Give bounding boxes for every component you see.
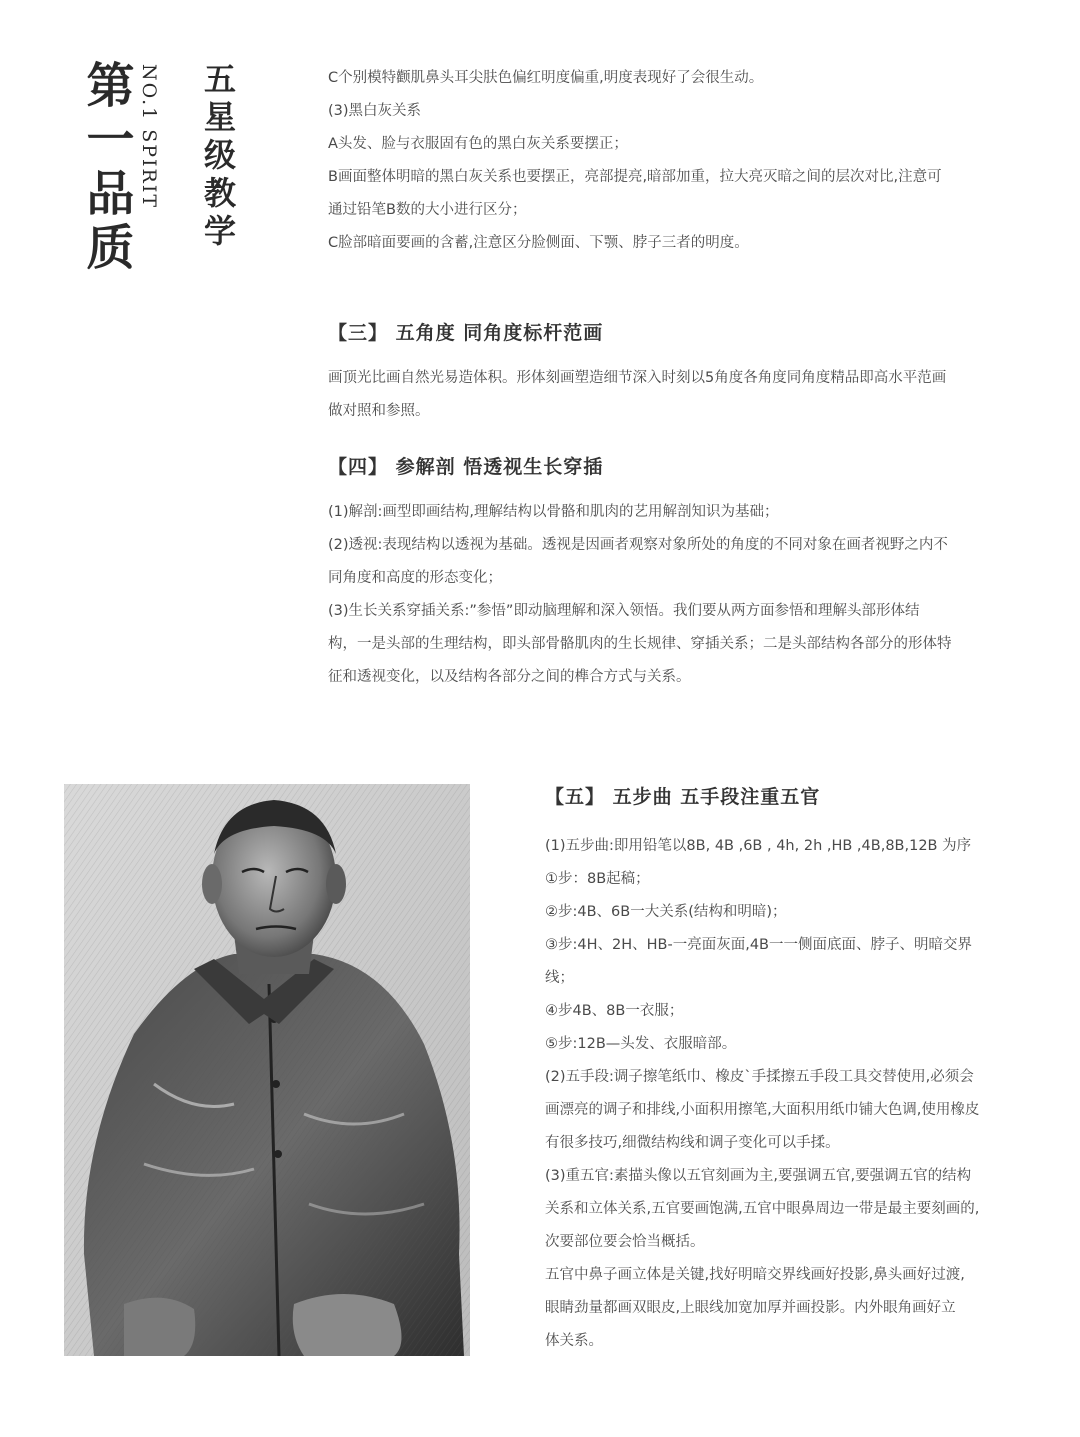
text-line: (1)解剖:画型即画结构,理解结构以骨骼和肌肉的艺用解剖知识为基础； [328,504,779,520]
section-3-heading: 【三】 五角度 同角度标杆范画 [328,322,604,344]
text-line: A头发、脸与衣服固有色的黑白灰关系要摆正； [328,136,628,152]
text-line: ⑤步:12B—头发、衣服暗部。 [545,1036,737,1052]
text-line: (2)透视:表现结构以透视为基础。透视是因画者观察对象所处的角度的不同对象在画者视野之内不 [328,537,948,553]
text-line: 次要部位要会恰当概括。 [545,1234,705,1250]
text-line: C个别模特颧肌鼻头耳尖肤色偏红明度偏重,明度表现好了会很生动。 [328,70,764,86]
text-line: ③步:4H、2H、HB-一亮面灰面,4B一一侧面底面、脖子、明暗交界 [545,937,973,953]
top-text-block [328,62,1048,260]
section-5-heading: 【五】 五步曲 五手段注重五官 [545,786,821,808]
page-title: 第一品质 [78,60,134,276]
text-line: (3)重五官:素描头像以五官刻画为主,要强调五官,要强调五官的结构 [545,1168,972,1184]
text-line: (3)生长关系穿插关系:”参悟”即动脑理解和深入领悟。我们要从两方面参悟和理解头部形体结 [328,603,920,619]
text-line: B画面整体明暗的黑白灰关系也要摆正，亮部提亮,暗部加重，拉大亮灭暗之间的层次对比,注意可 [328,169,942,185]
text-line: 构，一是头部的生理结构，即头部骨骼肌肉的生长规律、穿插关系；二是头部结构各部分的形体特 [328,636,952,652]
text-line: ①步：8B起稿； [545,871,650,887]
text-line: (2)五手段:调子擦笔纸巾、橡皮`手揉擦五手段工具交替使用,必须会 [545,1069,974,1085]
section-3-body [328,362,1048,428]
section-4-body [328,496,1048,694]
text-line: 体关系。 [545,1333,603,1349]
text-line: (3)黑白灰关系 [328,103,422,119]
text-line: 关系和立体关系,五官要画饱满,五官中眼鼻周边一带是最主要刻画的, [545,1201,980,1217]
portrait-sketch-image [64,784,470,1356]
five-star-teaching-label: 五星级教学 [199,62,237,252]
text-line: (1)五步曲:即用铅笔以8B, 4B ,6B , 4h, 2h ,HB ,4B,8B,12B 为序 [545,838,972,854]
text-line: 五官中鼻子画立体是关键,找好明暗交界线画好投影,鼻头画好过渡, [545,1267,965,1283]
text-line: 画漂亮的调子和排线,小面积用擦笔,大面积用纸巾铺大色调,使用橡皮 [545,1102,980,1118]
section-4-heading: 【四】 参解剖 悟透视生长穿插 [328,456,604,478]
text-line: ②步:4B、6B一大关系(结构和明暗)； [545,904,787,920]
text-line: ④步4B、8B一衣服； [545,1003,684,1019]
text-line: 通过铅笔B数的大小进行区分； [328,202,527,218]
text-line: 眼睛劲量都画双眼皮,上眼线加宽加厚并画投影。内外眼角画好立 [545,1300,956,1316]
text-line: 做对照和参照。 [328,403,430,419]
text-line: 画顶光比画自然光易造体积。形体刻画塑造细节深入时刻以5角度各角度同角度精品即高水平范画 [328,370,947,386]
text-line: C脸部暗面要画的含蓄,注意区分脸侧面、下颚、脖子三者的明度。 [328,235,749,251]
section-5-body [545,830,1050,1358]
text-line: 同角度和高度的形态变化； [328,570,502,586]
text-line: 征和透视变化，以及结构各部分之间的榫合方式与关系。 [328,669,691,685]
text-line: 线； [545,970,574,986]
page-subtitle: NO.1 SPIRIT [138,64,160,210]
text-line: 有很多技巧,细微结构线和调子变化可以手揉。 [545,1135,840,1151]
